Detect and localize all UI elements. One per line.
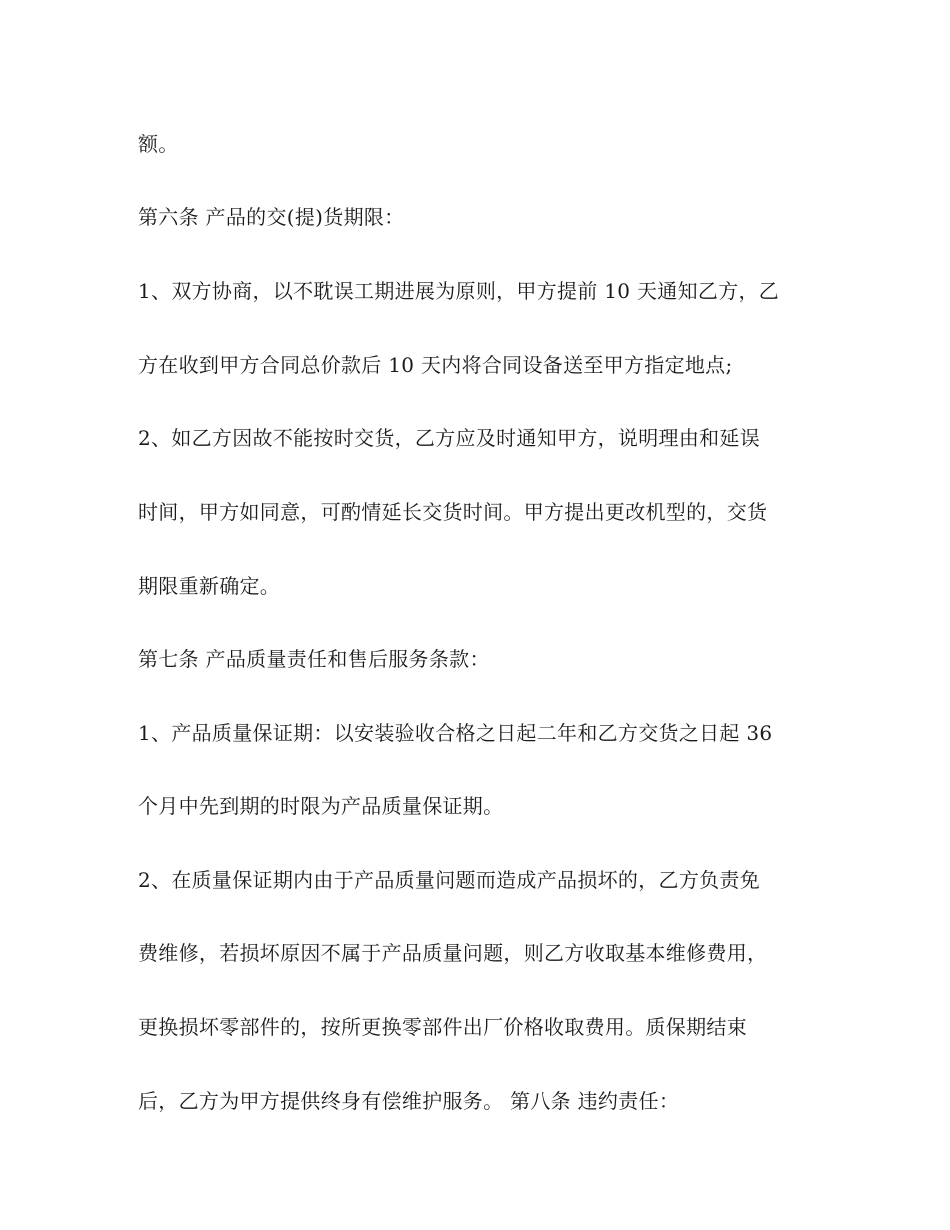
text-line: 费维修，若损坏原因不属于产品质量问题，则乙方收取基本维修费用，: [138, 941, 768, 965]
text-line: 2、在质量保证期内由于产品质量问题而造成产品损坏的，乙方负责免: [138, 868, 761, 892]
text-line: 额。: [138, 132, 179, 156]
text-line: 时间，甲方如同意，可酌情延长交货时间。甲方提出更改机型的，交货: [138, 500, 768, 524]
text-line: 后，乙方为甲方提供终身有偿维护服务。 第八条 违约责任：: [138, 1089, 680, 1113]
section-heading: 第七条 产品质量责任和售后服务条款：: [138, 647, 490, 671]
text-line: 期限重新确定。: [138, 574, 281, 598]
text-line: 更换损坏零部件的，按所更换零部件出厂价格收取费用。质保期结束: [138, 1015, 747, 1039]
text-line: 1、产品质量保证期：以安装验收合格之日起二年和乙方交货之日起 36: [138, 721, 773, 745]
section-heading: 第六条 产品的交(提)货期限：: [138, 205, 405, 229]
text-line: 方在收到甲方合同总价款后 10 天内将合同设备送至甲方指定地点;: [138, 353, 733, 377]
text-line: 2、如乙方因故不能按时交货，乙方应及时通知甲方，说明理由和延误: [138, 426, 761, 450]
text-line: 个月中先到期的时限为产品质量保证期。: [138, 794, 504, 818]
text-line: 1、双方协商，以不耽误工期进展为原则，甲方提前 10 天通知乙方，乙: [138, 279, 780, 303]
